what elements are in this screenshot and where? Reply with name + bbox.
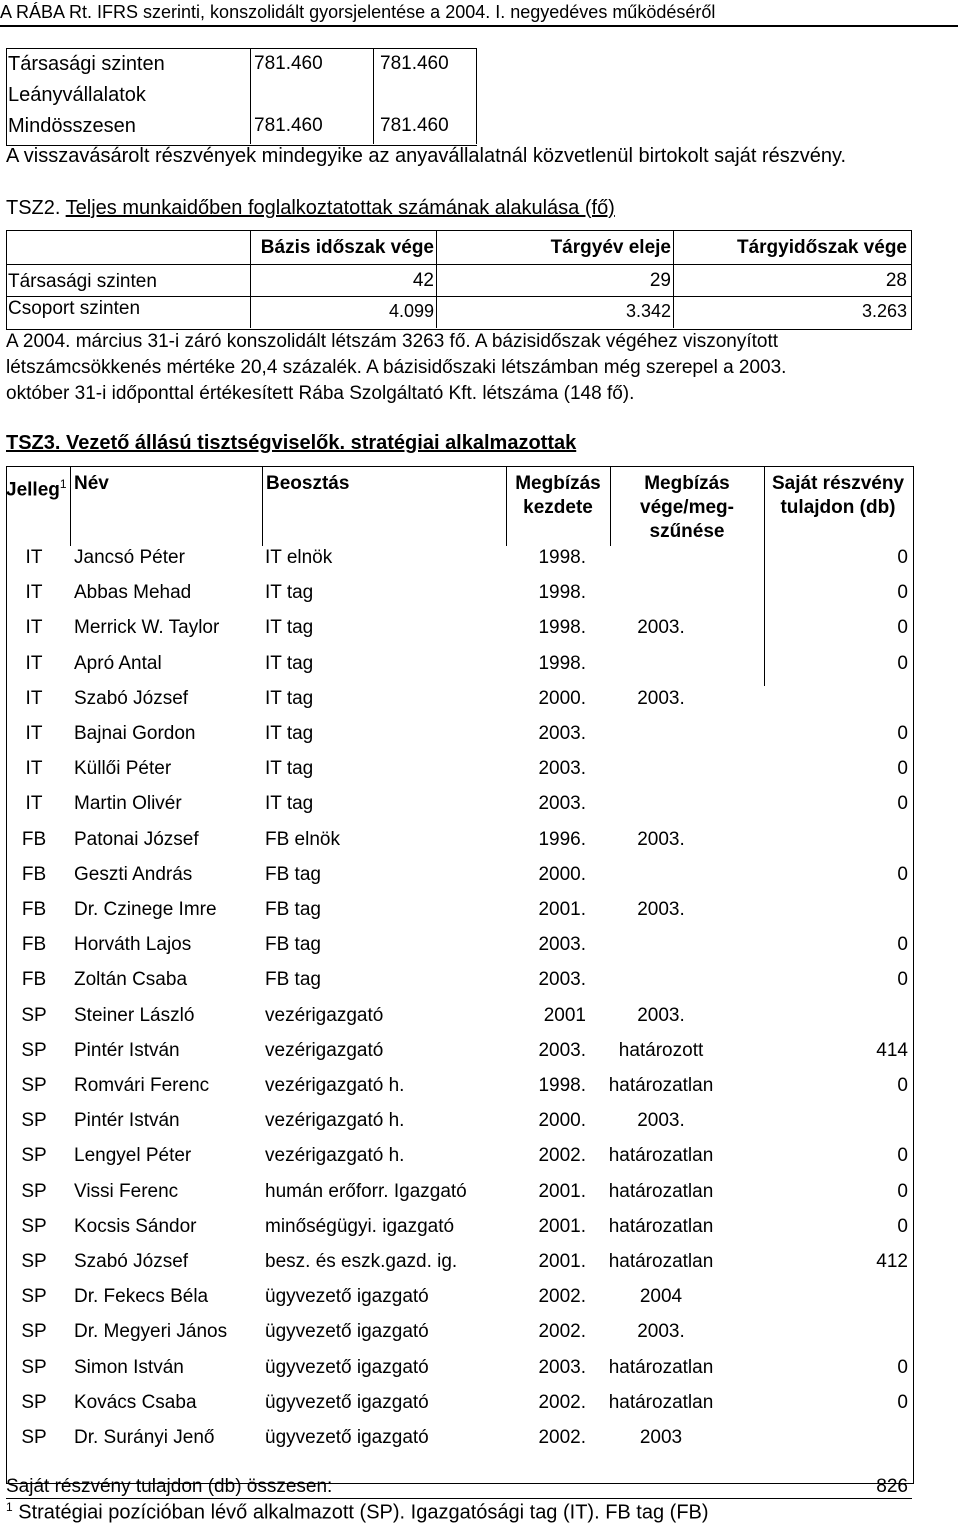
footnote-rule [6, 1498, 912, 1499]
tsz3-header-jelleg: Jelleg$^1$ [6, 477, 67, 501]
table-row [6, 1427, 912, 1462]
tsz3-cell-nev: Bajnai Gordon [74, 723, 196, 744]
tsz3-cell-jelleg: SP [21, 1145, 47, 1167]
tsz3-cell-jelleg: SP [21, 1391, 47, 1413]
tsz2-prefix: TSZ2. [6, 197, 66, 219]
tsz2-col-header: Tárgyidőszak vége [736, 237, 907, 258]
tsz3-cell-kezdete: 2002. [538, 1391, 586, 1413]
tsz3-cell-jelleg: SP [21, 1356, 47, 1378]
tsz3-cell-vege: 2003. [637, 828, 685, 850]
tsz3-cell-beosztas: vezérigazgató h. [265, 1145, 405, 1167]
tsz3-cell-kezdete: 2003. [538, 723, 586, 744]
tsz3-cell-kezdete: 2001. [538, 1215, 586, 1237]
page-header: A RÁBA Rt. IFRS szerinti, konszolidált gyorsjelentése a 2004. I. negyedéves működéséről [0, 2, 716, 22]
tsz3-cell-sr: 414 [876, 1039, 908, 1061]
tsz2-cell: 28 [885, 270, 907, 291]
tsz3-cell-kezdete: 2002. [538, 1427, 586, 1448]
tsz3-col-divider [610, 466, 611, 546]
tsz3-cell-nev: Apró Antal [74, 652, 162, 674]
tsz3-cell-vege: határozatlan [608, 1075, 714, 1096]
tsz3-cell-beosztas: FB tag [265, 899, 321, 920]
tsz3-cell-nev: Szabó József [74, 1251, 189, 1272]
tsz3-cell-jelleg: SP [21, 1321, 47, 1343]
tsz3-cell-kezdete: 1998. [538, 617, 586, 639]
tsz3-cell-kezdete: 2002. [538, 1321, 586, 1343]
tsz3-cell-beosztas: FB tag [265, 934, 321, 956]
tsz3-cell-sr: 0 [897, 1180, 908, 1202]
tsz3-cell-beosztas: IT tag [265, 687, 314, 709]
table-row [6, 1357, 912, 1392]
tsz3-cell-beosztas: IT tag [265, 723, 314, 744]
tsz3-cell-kezdete: 2001. [538, 1251, 586, 1272]
tsz1-row-v1: 781.460 [254, 53, 323, 74]
tsz3-cell-kezdete: 1996. [538, 828, 586, 850]
table-row [6, 582, 912, 617]
table-row [6, 1040, 912, 1075]
table-row [6, 1181, 912, 1216]
table-row [6, 1145, 912, 1180]
tsz3-cell-nev: Dr. Megyeri János [74, 1321, 228, 1343]
table-row [6, 934, 912, 969]
table-row [6, 969, 912, 1004]
tsz2-cell: 3.342 [625, 301, 671, 321]
tsz3-cell-beosztas: IT tag [265, 617, 314, 639]
tsz3-cell-sr: 0 [897, 582, 908, 604]
tsz3-cell-beosztas: IT tag [265, 652, 314, 674]
tsz3-cell-nev: Szabó József [74, 687, 189, 709]
tsz3-cell-jelleg: SP [21, 1251, 47, 1272]
table-row [6, 864, 912, 899]
tsz3-cell-kezdete: 2000. [538, 1110, 586, 1132]
tsz3-cell-kezdete: 2003. [538, 1039, 586, 1061]
tsz3-cell-beosztas: IT tag [265, 793, 314, 815]
tsz1-row-v1: 781.460 [254, 115, 323, 136]
tsz2-col-header: Tárgyév eleje [550, 237, 671, 258]
table-row [6, 723, 912, 758]
tsz3-cell-beosztas: IT tag [265, 758, 314, 780]
tsz3-cell-nev: Jancsó Péter [74, 547, 185, 568]
tsz2-paragraph-line: létszámcsökkenés mértéke 20,4 százalék. A bázisidőszaki létszámban még szerepel a 2003. [6, 357, 787, 378]
tsz3-cell-sr: 0 [897, 793, 908, 815]
tsz3-cell-jelleg: SP [21, 1286, 47, 1308]
tsz3-cell-kezdete: 2000. [538, 863, 586, 885]
tsz1-col-divider [373, 48, 374, 144]
tsz2-title: Teljes munkaidőben foglalkoztatottak számának alakulása (fő) [65, 197, 615, 219]
table-row [6, 617, 912, 652]
tsz3-cell-beosztas: minőségügyi. igazgató [265, 1215, 455, 1237]
tsz3-cell-jelleg: FB [21, 969, 47, 991]
tsz3-cell-sr: 0 [897, 863, 908, 885]
tsz3-cell-jelleg: IT [25, 723, 43, 744]
tsz3-cell-vege: határozatlan [608, 1215, 714, 1237]
tsz2-paragraph-line: október 31-i időponttal értékesített Rába Szolgáltató Kft. létszáma (148 fő). [6, 383, 635, 404]
tsz3-cell-sr: 412 [876, 1251, 908, 1272]
tsz3-summary-label: Saját részvény tulajdon (db) összesen: [6, 1476, 333, 1497]
tsz3-cell-beosztas: IT elnök [265, 547, 333, 568]
tsz3-cell-sr: 0 [897, 758, 908, 780]
tsz2-heading [6, 197, 615, 220]
tsz3-cell-beosztas: humán erőforr. Igazgató [265, 1180, 467, 1202]
tsz3-cell-beosztas: ügyvezető igazgató [265, 1427, 429, 1448]
tsz3-cell-vege: 2003. [637, 617, 685, 639]
tsz3-cell-kezdete: 2003. [538, 758, 586, 780]
tsz3-cell-sr: 0 [897, 1075, 908, 1096]
tsz2-cell: 3.263 [861, 301, 907, 321]
tsz3-cell-jelleg: SP [21, 1039, 47, 1061]
tsz3-cell-beosztas: ügyvezető igazgató [265, 1286, 429, 1308]
tsz3-cell-kezdete: 2003. [538, 969, 586, 991]
tsz2-row-label: Társasági szinten [8, 271, 157, 292]
table-row [6, 793, 912, 828]
tsz3-cell-jelleg: IT [25, 547, 43, 568]
tsz2-cell: 4.099 [388, 301, 434, 321]
tsz1-col-divider [250, 48, 251, 144]
tsz3-cell-beosztas: vezérigazgató [265, 1039, 384, 1061]
tsz3-col-divider [506, 466, 507, 546]
tsz1-col-divider [476, 48, 477, 144]
tsz3-cell-vege: 2003. [637, 1110, 685, 1132]
table-row [6, 1005, 912, 1040]
footnote [6, 1500, 709, 1525]
table-row [6, 1286, 912, 1321]
tsz3-cell-jelleg: IT [25, 582, 43, 604]
tsz3-cell-jelleg: IT [25, 793, 43, 815]
tsz3-cell-nev: Vissi Ferenc [74, 1180, 179, 1202]
tsz3-col-divider [262, 466, 263, 546]
tsz3-cell-kezdete: 2003. [538, 793, 586, 815]
tsz3-cell-sr: 0 [897, 1356, 908, 1378]
table-row [6, 1392, 912, 1427]
table-row [6, 1110, 912, 1145]
tsz3-cell-jelleg: IT [25, 617, 43, 639]
tsz3-cell-nev: Abbas Mehad [74, 582, 192, 604]
tsz3-cell-nev: Merrick W. Taylor [74, 617, 220, 639]
tsz3-cell-nev: Küllői Péter [74, 758, 172, 780]
tsz3-cell-vege: határozatlan [608, 1391, 714, 1413]
tsz3-cell-kezdete: 1998. [538, 547, 586, 568]
tsz3-cell-kezdete: 1998. [538, 582, 586, 604]
tsz3-cell-kezdete: 2003. [538, 934, 586, 956]
footnote-mark: 1 [6, 1500, 13, 1514]
tsz3-cell-nev: Dr. Surányi Jenő [74, 1427, 215, 1448]
tsz2-row-divider [6, 264, 912, 265]
tsz3-cell-vege: 2003. [637, 687, 685, 709]
tsz3-cell-kezdete: 2003. [538, 1356, 586, 1378]
tsz3-cell-vege: 2003. [637, 1321, 685, 1343]
tsz3-cell-jelleg: FB [21, 899, 47, 920]
tsz3-cell-vege: határozott [618, 1039, 704, 1061]
tsz1-row-v2: 781.460 [380, 53, 449, 74]
tsz3-cell-kezdete: 1998. [538, 652, 586, 674]
tsz3-cell-nev: Horváth Lajos [74, 934, 192, 956]
tsz3-header-beosztas: Beosztás [266, 473, 350, 494]
tsz3-cell-vege: határozatlan [608, 1180, 714, 1202]
tsz3-cell-beosztas: ügyvezető igazgató [265, 1356, 429, 1378]
tsz3-cell-sr: 0 [897, 723, 908, 744]
tsz3-cell-jelleg: SP [21, 1110, 47, 1132]
tsz2-col-header: Bázis időszak vége [260, 237, 434, 258]
tsz3-cell-beosztas: besz. és eszk.gazd. ig. [265, 1251, 458, 1272]
tsz3-cell-beosztas: FB tag [265, 969, 321, 991]
tsz1-row-label: Leányvállalatok [8, 84, 146, 106]
tsz3-cell-nev: Pintér István [74, 1039, 180, 1061]
tsz3-cell-jelleg: IT [25, 758, 43, 780]
tsz3-cell-kezdete: 2000. [538, 687, 586, 709]
tsz3-cell-nev: Steiner László [74, 1004, 195, 1026]
header-rule [0, 25, 958, 27]
tsz3-cell-nev: Pintér István [74, 1110, 180, 1132]
tsz3-cell-sr: 0 [897, 1215, 908, 1237]
tsz3-cell-sr: 0 [897, 1391, 908, 1413]
tsz3-cell-vege: 2003. [637, 1004, 685, 1026]
tsz3-summary [6, 1476, 910, 1498]
table-row [6, 758, 912, 793]
tsz2-cell: 29 [649, 270, 671, 291]
tsz3-cell-sr: 0 [897, 934, 908, 956]
tsz3-cell-beosztas: vezérigazgató h. [265, 1110, 405, 1132]
tsz3-cell-vege: határozatlan [608, 1145, 714, 1167]
tsz3-cell-jelleg: SP [21, 1075, 47, 1096]
tsz3-cell-sr: 0 [897, 617, 908, 639]
tsz3-cell-jelleg: SP [21, 1427, 47, 1448]
tsz3-cell-jelleg: FB [21, 934, 47, 956]
tsz2-paragraph-line: A 2004. március 31-i záró konszolidált létszám 3263 fő. A bázisidőszak végéhez viszonyított [6, 331, 779, 352]
table-row [6, 1075, 912, 1110]
tsz3-cell-nev: Zoltán Csaba [74, 969, 188, 991]
tsz3-cell-jelleg: SP [21, 1215, 47, 1237]
table-row [6, 1251, 912, 1286]
tsz3-cell-sr: 0 [897, 969, 908, 991]
table-row [6, 829, 912, 864]
tsz3-cell-kezdete: 2002. [538, 1286, 586, 1308]
tsz3-cell-nev: Simon István [74, 1356, 184, 1378]
tsz3-cell-nev: Martin Olivér [74, 793, 182, 815]
table-row [6, 1216, 912, 1251]
tsz3-cell-nev: Dr. Czinege Imre [74, 899, 217, 920]
tsz3-cell-nev: Patonai József [74, 828, 199, 850]
tsz2-row-label: Csoport szinten [8, 298, 141, 319]
tsz3-cell-jelleg: SP [21, 1180, 47, 1202]
tsz3-cell-sr: 0 [897, 1145, 908, 1167]
footnote-text: Stratégiai pozícióban lévő alkalmazott (SP). Igazgatósági tag (IT). FB tag (FB) [12, 1501, 709, 1524]
tsz3-cell-beosztas: FB tag [265, 863, 321, 885]
tsz3-cell-kezdete: 2001 [543, 1004, 586, 1026]
tsz3-cell-beosztas: IT tag [265, 582, 314, 604]
tsz1-note: A visszavásárolt részvények mindegyike az anyavállalatnál közvetlenül birtokolt saját részvény. [6, 145, 847, 167]
tsz2-cell: 42 [412, 270, 434, 291]
tsz1-row-label: Társasági szinten [8, 53, 165, 75]
tsz2-row-divider [6, 296, 912, 297]
tsz3-cell-vege: 2004 [639, 1286, 683, 1308]
tsz3-cell-sr: 0 [897, 652, 908, 674]
tsz1-row-v2: 781.460 [380, 115, 449, 136]
tsz3-cell-nev: Dr. Fekecs Béla [74, 1286, 209, 1308]
table-row [6, 899, 912, 934]
tsz3-cell-kezdete: 2001. [538, 1180, 586, 1202]
tsz3-cell-nev: Kocsis Sándor [74, 1215, 197, 1237]
tsz3-cell-jelleg: IT [25, 687, 43, 709]
tsz1-row-label: Mindösszesen [8, 115, 136, 137]
table-row [6, 688, 912, 723]
tsz3-cell-beosztas: vezérigazgató [265, 1004, 384, 1026]
tsz3-cell-kezdete: 2001. [538, 899, 586, 920]
table-row [6, 547, 912, 582]
tsz3-cell-nev: Lengyel Péter [74, 1145, 192, 1167]
tsz3-col-divider [70, 466, 71, 546]
tsz3-cell-kezdete: 2002. [538, 1145, 586, 1167]
tsz3-cell-nev: Kovács Csaba [74, 1391, 197, 1413]
tsz3-cell-vege: határozatlan [608, 1356, 714, 1378]
tsz3-cell-jelleg: SP [21, 1004, 47, 1026]
tsz3-cell-vege: 2003 [639, 1427, 683, 1448]
tsz3-cell-sr: 0 [897, 547, 908, 568]
tsz3-cell-beosztas: ügyvezető igazgató [265, 1321, 429, 1343]
table-row [6, 1321, 912, 1356]
tsz3-header-vege: Megbízás vége/meg- szűnése [640, 473, 734, 542]
tsz3-header-sajat-reszveny: Saját részvény tulajdon (db) [771, 473, 905, 518]
tsz3-cell-vege: határozatlan [608, 1251, 714, 1272]
tsz3-header-nev: Név [74, 473, 109, 494]
tsz3-cell-nev: Geszti András [74, 863, 193, 885]
tsz3-cell-vege: 2003. [637, 899, 685, 920]
tsz3-header-kezdete: Megbízás kezdete [515, 473, 601, 518]
tsz3-cell-beosztas: vezérigazgató h. [265, 1075, 405, 1096]
tsz3-cell-jelleg: FB [21, 863, 47, 885]
tsz3-heading: TSZ3. Vezető állású tisztségviselők. stratégiai alkalmazottak [6, 432, 577, 454]
tsz3-cell-kezdete: 1998. [538, 1075, 586, 1096]
table-row [6, 653, 912, 688]
tsz3-cell-beosztas: ügyvezető igazgató [265, 1391, 429, 1413]
tsz3-cell-jelleg: IT [25, 652, 43, 674]
tsz3-cell-beosztas: FB elnök [265, 828, 340, 850]
tsz3-summary-value: 826 [876, 1476, 908, 1497]
tsz3-cell-nev: Romvári Ferenc [74, 1075, 210, 1096]
tsz3-cell-jelleg: FB [21, 828, 47, 850]
